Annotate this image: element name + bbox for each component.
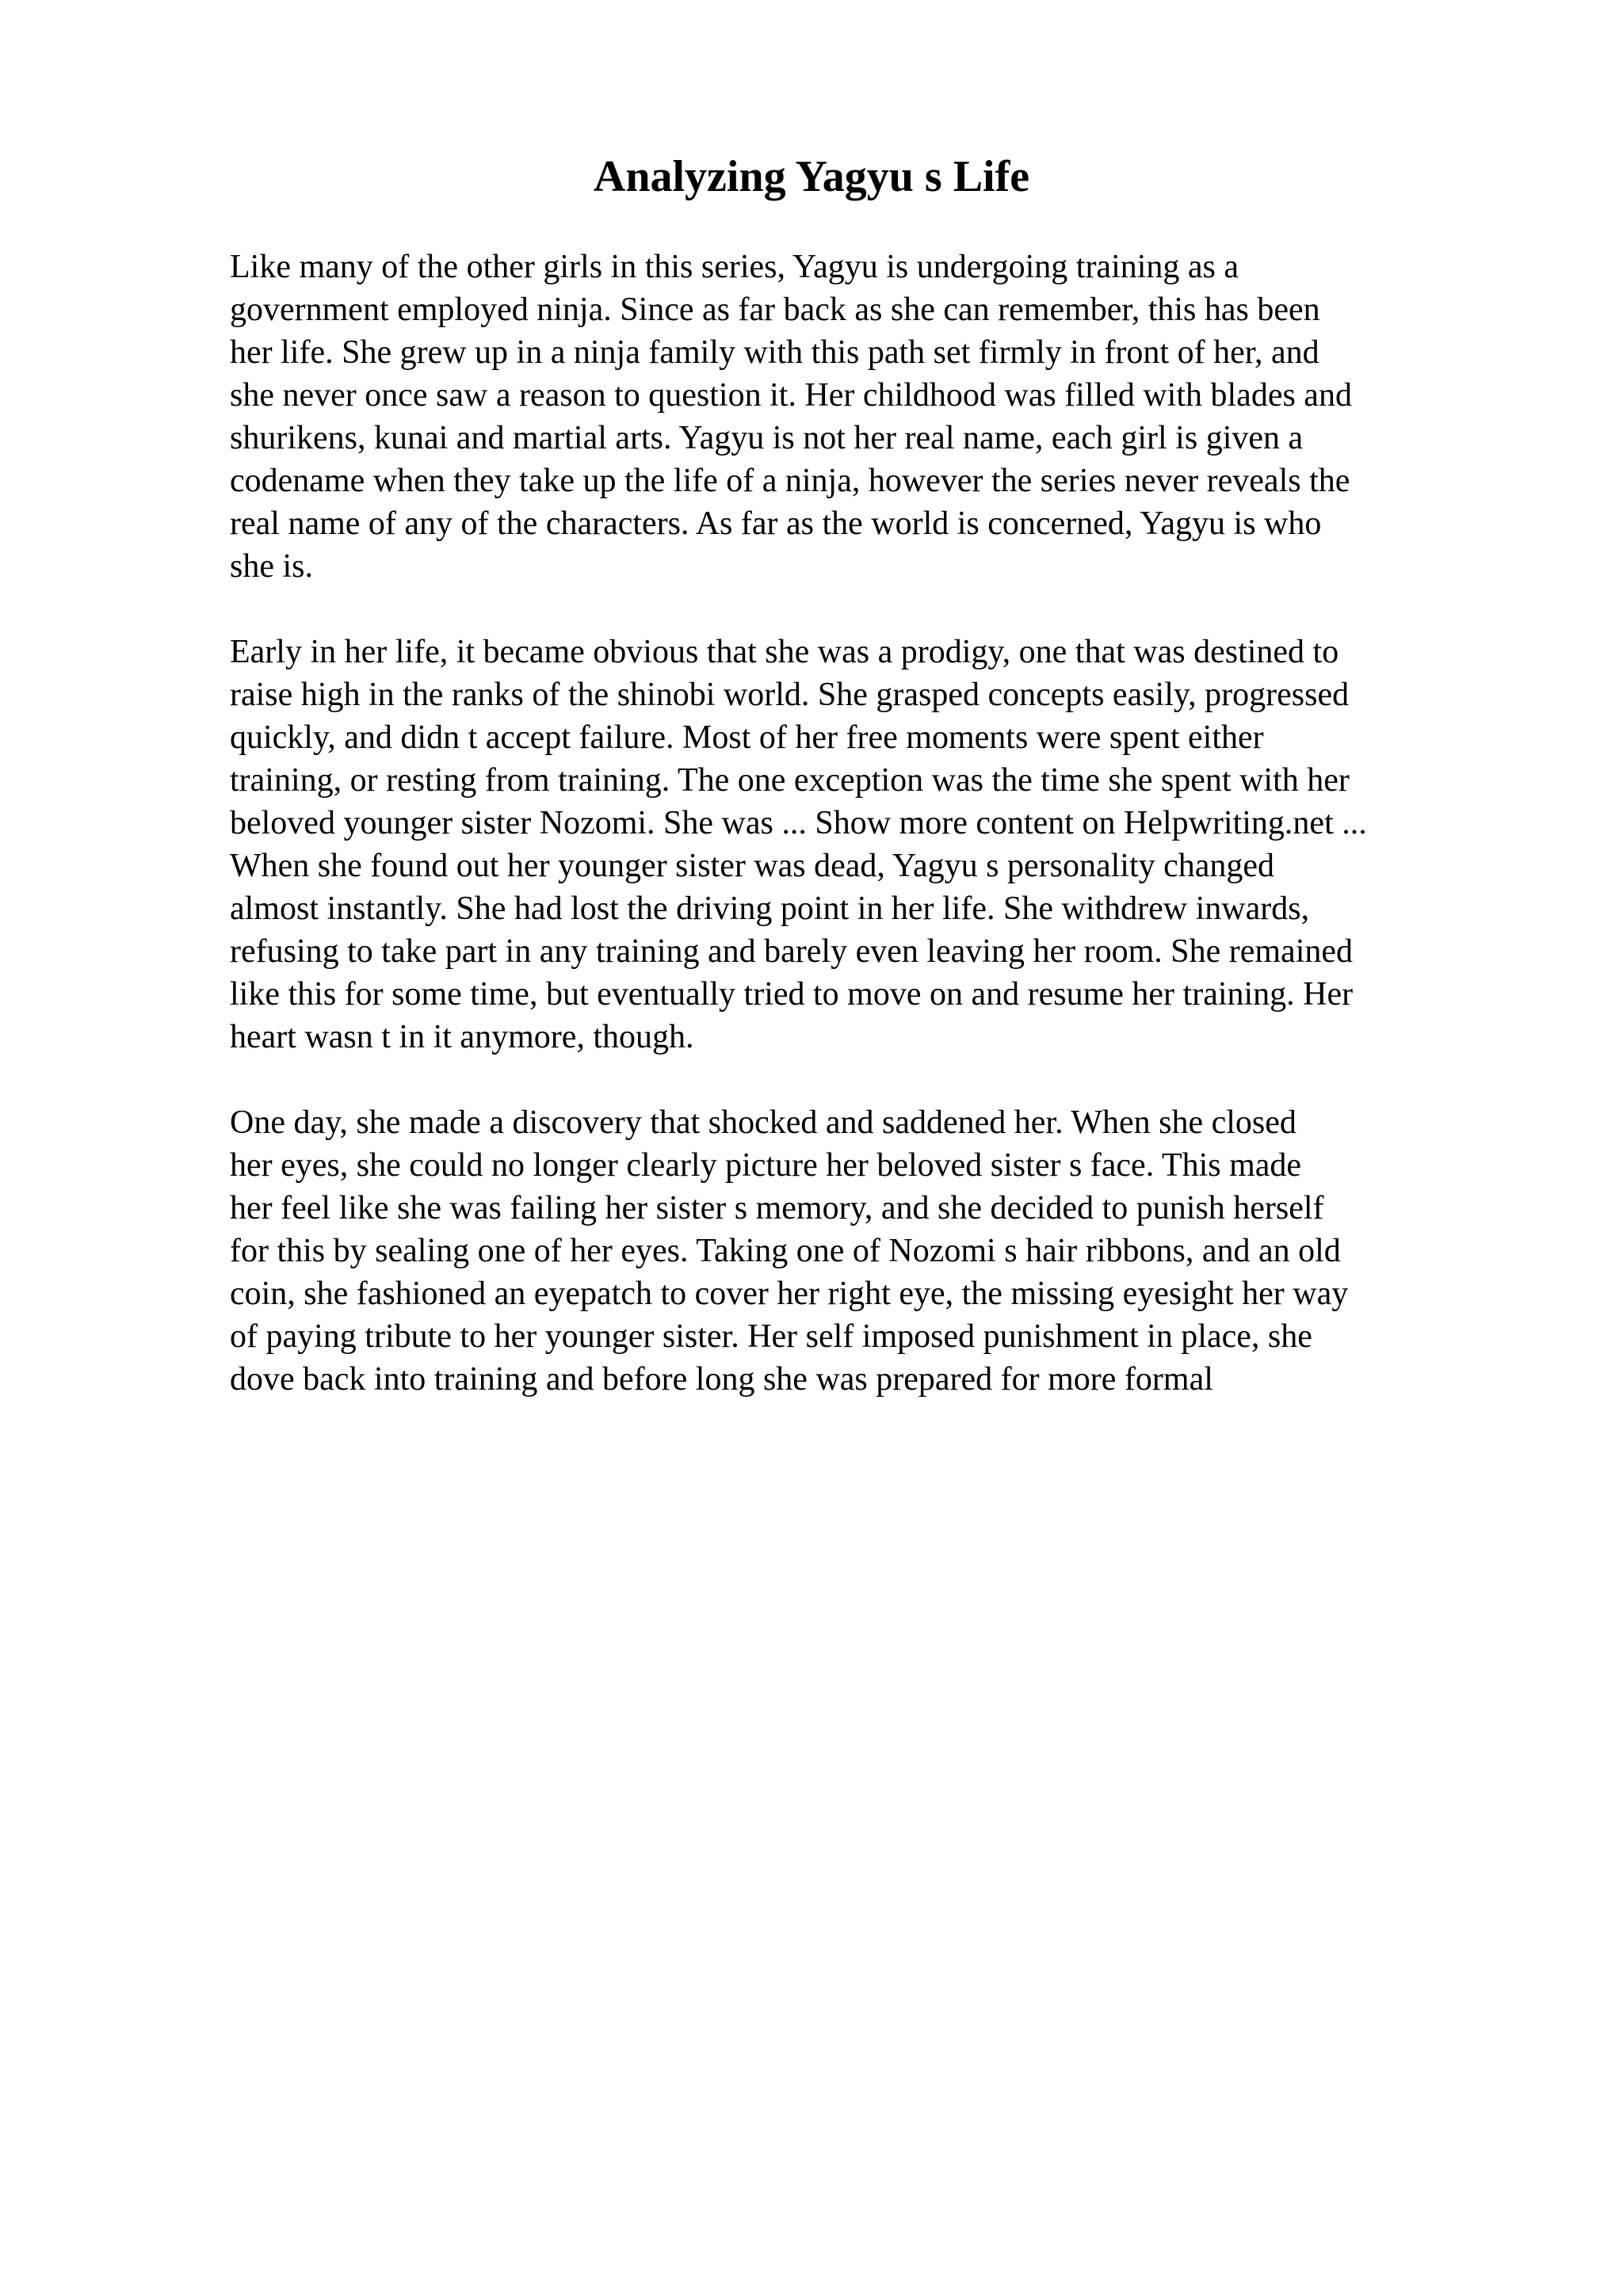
paragraph-2: Early in her life, it became obvious that she was a prodigy, one that was destined to raise high in the ranks of the shinobi world. She grasped concepts easily, progressed quickly, and didn t accept failure. Most of her free moments were spent either training, or resting from training. The one exception was the time she spent with her beloved younger sister Nozomi. She was ... Show more content on Helpwriting.net ... When she found out her younger sister was dead, Yagyu s personality changed almost instantly. She had lost the driving point in her life. She withdrew inwards, refusing to take part in any training and barely even leaving her room. She remained like this for some time, but eventually tried to move on and resume her training. Her heart wasn t in it anymore, though. [230, 634, 1367, 1055]
document-body [230, 246, 1498, 1401]
document-title: Analyzing Yagyu s Life [593, 152, 1030, 201]
paragraph-3: One day, she made a discovery that shocked and saddened her. When she closed her eyes, she could no longer clearly picture her beloved sister s face. This made her feel like she was failing her sister s memory, and she decided to punish herself for this by sealing one of her eyes. Taking one of Nozomi s hair ribbons, and an old coin, she fashioned an eyepatch to cover her right eye, the missing eyesight her way of paying tribute to her younger sister. Her self imposed punishment in place, she dove back into training and before long she was prepared for more formal [230, 1104, 1349, 1398]
paragraph-1: Like many of the other girls in this series, Yagyu is undergoing training as a government employed ninja. Since as far back as she can remember, this has been her life. She grew up in a ninja family with this path set firmly in front of her, and she never once saw a reason to question it. Her childhood was filled with blades and shurikens, kunai and martial arts. Yagyu is not her real name, each girl is given a codename when they take up the life of a ninja, however the series never reveals the real name of any of the characters. As far as the world is concerned, Yagyu is who she is. [230, 249, 1352, 585]
